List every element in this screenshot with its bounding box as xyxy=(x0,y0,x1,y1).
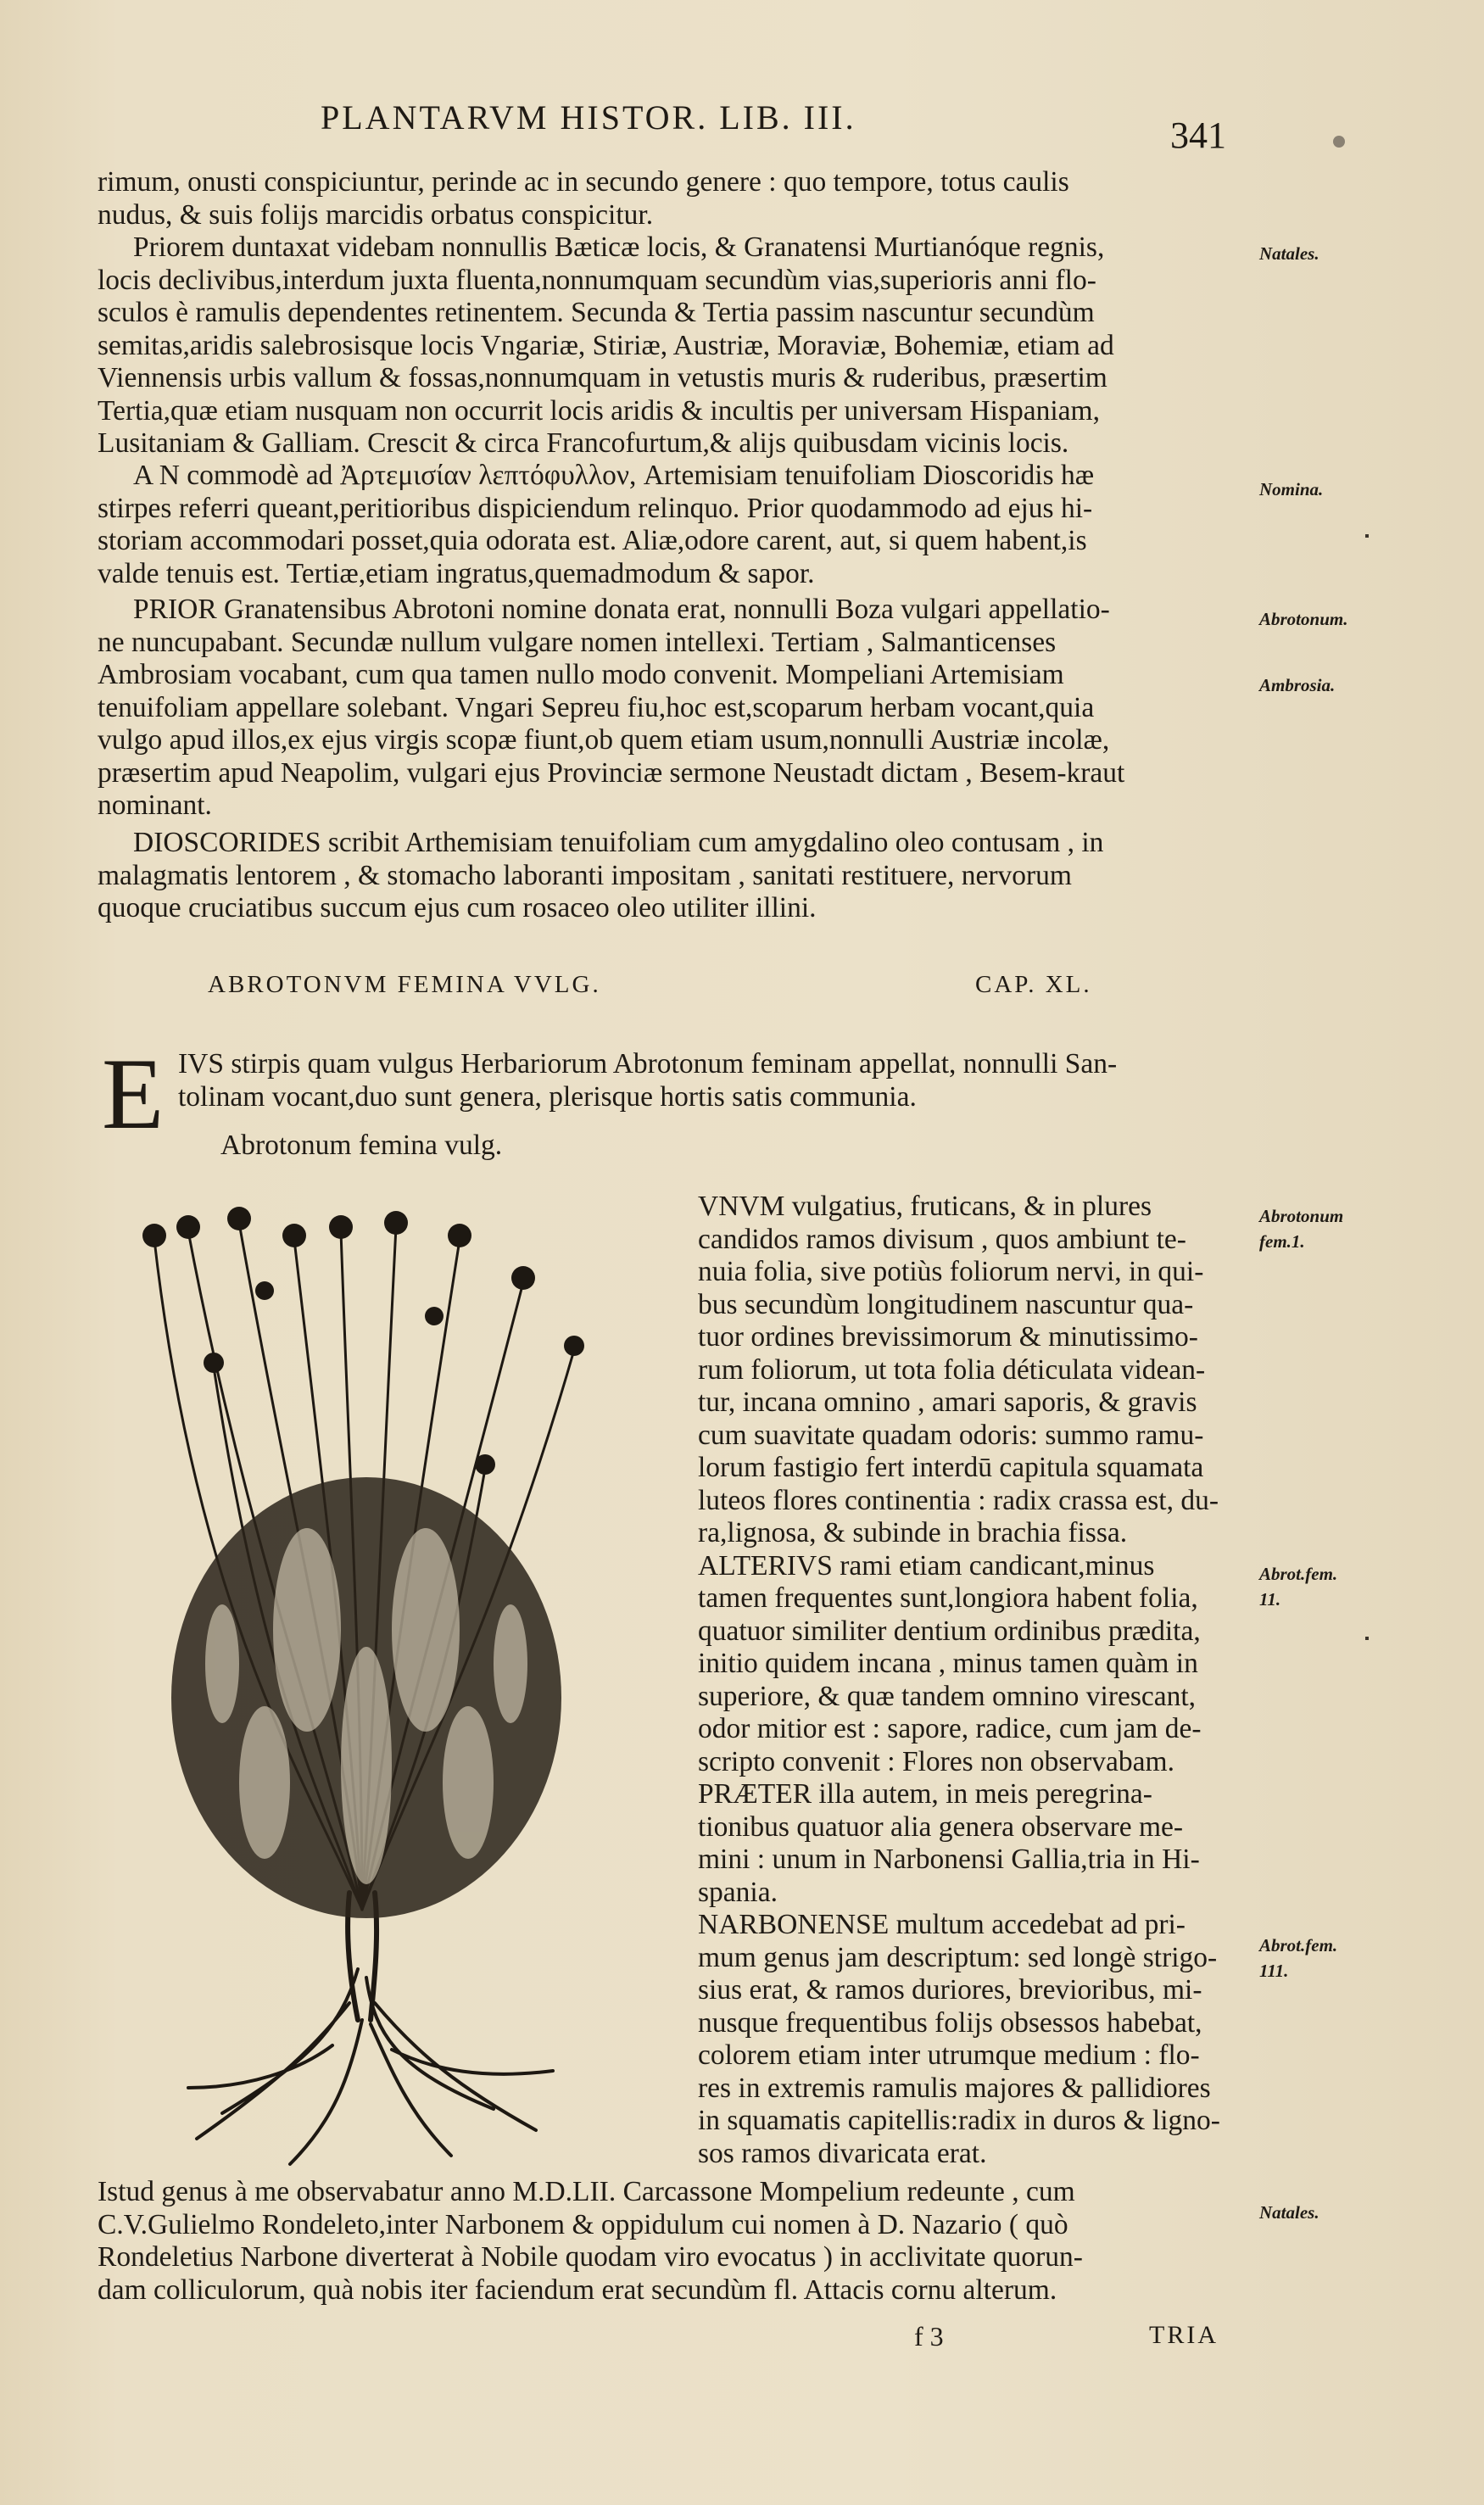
catchword: TRIA xyxy=(1149,2321,1219,2349)
text-line: superiore, & quæ tandem omnino virescant, xyxy=(698,1680,1197,1712)
text-line: ne nuncupabant. Secundæ nullum vulgare nomen intellexi. Tertiam , Salmanticenses xyxy=(98,626,1057,658)
text-line: spania. xyxy=(698,1876,778,1908)
text-line: Istud genus à me observabatur anno M.D.LII. Carcassone Mompelium redeunte , cum xyxy=(98,2176,1075,2207)
paragraph-habitat xyxy=(98,232,1114,460)
text-line: Rondeletius Narbone diverterat à Nobile quodam viro evocatus ) in acclivitate quorun- xyxy=(98,2241,1083,2273)
ink-speck xyxy=(1365,534,1369,538)
margin-note: 111. xyxy=(1259,1961,1289,1981)
text-line: NARBONENSE multum accedebat ad pri- xyxy=(698,1909,1186,1940)
text-line: quoque cruciatibus succum ejus cum rosaceo oleo utiliter illini. xyxy=(98,892,817,923)
text-line: VNVM vulgatius, fruticans, & in plures xyxy=(698,1191,1152,1222)
text-line: Priorem duntaxat videbam nonnullis Bæticæ locis, & Granatensi Murtianóque regnis, xyxy=(133,232,1105,263)
ink-speck xyxy=(1333,136,1345,148)
text-line: tolinam vocant,duo sunt genera, plerisque hortis satis communia. xyxy=(178,1080,917,1113)
text-line: tuor ordines brevissimorum & minutissimo- xyxy=(698,1321,1198,1353)
text-line: tamen frequentes sunt,longiora habent folia, xyxy=(698,1582,1198,1614)
drop-cap: E xyxy=(102,1037,165,1150)
text-line: luteos flores continentia : radix crassa est, du- xyxy=(698,1484,1219,1516)
text-line: nuia folia, sive potiùs foliorum nervi, in qui- xyxy=(698,1256,1204,1287)
text-line: initio quidem incana , minus tamen quàm in xyxy=(698,1648,1198,1679)
chapter-number: CAP. XL. xyxy=(975,971,1092,998)
text-line: storiam accommodari posset,quia odorata est. Aliæ,odore carent, aut, si quem habent,is xyxy=(98,525,1087,556)
text-line: lorum fastigio fert interdū capitula squamata xyxy=(698,1452,1204,1483)
text-line: præsertim apud Neapolim, vulgari ejus Provinciæ sermone Neustadt dictam , Besem-kraut xyxy=(98,756,1125,789)
text-line: nominant. xyxy=(98,789,212,821)
running-head: PLANTARVM HISTOR. LIB. III. xyxy=(321,98,856,137)
plant-woodcut-illustration xyxy=(95,1189,659,2181)
text-line: Viennensis urbis vallum & fossas,nonnumquam in vetustis muris & ruderibus, præsertim xyxy=(98,362,1107,393)
text-line: DIOSCORIDES scribit Arthemisiam tenuifoliam cum amygdalino oleo contusam , in xyxy=(133,827,1104,858)
margin-note: Nomina. xyxy=(1259,479,1324,499)
text-line: IVS stirpis quam vulgus Herbariorum Abrotonum feminam appellat, nonnulli San- xyxy=(178,1048,1118,1080)
margin-note: Abrotonum. xyxy=(1259,609,1348,629)
text-line: tur, incana omnino , amari saporis, & gravis xyxy=(698,1386,1197,1418)
text-line: tionibus quatuor alia genera observare me- xyxy=(698,1810,1184,1843)
text-line: tenuifoliam appellare solebant. Vngari Sepreu fiu,hoc est,scoparum herbam vocant,quia xyxy=(98,691,1095,723)
text-line: nusque frequentibus folijs obsessos habebat, xyxy=(698,2006,1202,2039)
text-line: mini : unum in Narbonensi Gallia,tria in Hi- xyxy=(698,1844,1200,1875)
text-line: PRIOR Granatensibus Abrotoni nomine donata erat, nonnulli Boza vulgari appellatio- xyxy=(133,594,1110,625)
margin-note: Abrotonum xyxy=(1259,1206,1344,1226)
text-line: odor mitior est : sapore, radice, cum jam de- xyxy=(698,1713,1202,1744)
page-number: 341 xyxy=(1170,114,1226,156)
text-line: Tertia,quæ etiam nusquam non occurrit locis aridis & incultis per universam Hispaniam, xyxy=(98,394,1100,427)
text-line: rimum, onusti conspiciuntur, perinde ac in secundo genere : quo tempore, totus caulis xyxy=(98,166,1069,198)
text-line: locis declivibus,interdum juxta fluenta,nonnumquam secundùm vias,superioris anni flo- xyxy=(98,264,1096,296)
text-line: cum suavitate quadam odoris: summo ramu- xyxy=(698,1419,1204,1451)
margin-note: Abrot.fem. xyxy=(1259,1935,1338,1955)
text-line: dam colliculorum, quà nobis iter faciendum erat secundùm fl. Attacis cornu alterum. xyxy=(98,2273,1057,2306)
text-line: C.V.Gulielmo Rondeleto,inter Narbonem & oppidulum cui nomen à D. Nazario ( quò xyxy=(98,2208,1068,2240)
text-line: in squamatis capitellis:radix in duros & ligno- xyxy=(698,2105,1220,2136)
text-line: sos ramos divaricata erat. xyxy=(698,2137,987,2169)
text-line: nudus, & suis folijs marcidis orbatus conspicitur. xyxy=(98,198,654,231)
text-line: mum genus jam descriptum: sed longè strigo- xyxy=(698,1941,1218,1973)
text-line: vulgo apud illos,ex ejus virgis scopæ fiunt,ob quem etiam usum,nonnulli Austriæ incolæ, xyxy=(98,724,1110,756)
ink-speck xyxy=(1365,1637,1369,1640)
margin-note: Ambrosia. xyxy=(1259,675,1336,695)
text-line: valde tenuis est. Tertiæ,etiam ingratus,quemadmodum & sapor. xyxy=(98,557,815,589)
chapter-title: ABROTONVM FEMINA VVLG. xyxy=(208,971,601,998)
margin-note: fem.1. xyxy=(1259,1231,1305,1252)
text-line: colorem etiam inter utrumque medium : flo- xyxy=(698,2039,1200,2071)
figure-caption: Abrotonum femina vulg. xyxy=(220,1130,503,1161)
signature-mark: f 3 xyxy=(914,2321,944,2352)
text-line: PRÆTER illa autem, in meis peregrina- xyxy=(698,1778,1152,1810)
margin-note: 11. xyxy=(1259,1589,1281,1610)
text-line: semitas,aridis salebrosisque locis Vngariæ, Stiriæ, Austriæ, Moraviæ, Bohemiæ, etiam ad xyxy=(98,329,1114,361)
text-line: Lusitaniam & Galliam. Crescit & circa Francofurtum,& alijs quibusdam vicinis locis. xyxy=(98,427,1069,459)
text-line: ra,lignosa, & subinde in brachia fissa. xyxy=(698,1517,1128,1548)
paragraph-dioscorides xyxy=(98,827,1103,925)
chapter-intro xyxy=(178,1048,1117,1113)
text-line: res in extremis ramulis majores & pallidiores xyxy=(698,2072,1211,2104)
text-line: scripto convenit : Flores non observabam. xyxy=(698,1745,1174,1777)
text-line: malagmatis lentorem , & stomacho laboranti impositam , sanitati restituere, nervorum xyxy=(98,859,1072,891)
margin-note: Natales. xyxy=(1259,2202,1319,2223)
paragraph-narbonense-location xyxy=(98,2176,1083,2307)
text-line: A N commodè ad Ἀρτεμισίαν λεπτόφυλλον, Artemisiam tenuifoliam Dioscoridis hæ xyxy=(133,460,1095,491)
species-description xyxy=(698,1191,1258,2170)
text-line: quatuor similiter dentium ordinibus prædita, xyxy=(698,1615,1201,1647)
text-line: ALTERIVS rami etiam candicant,minus xyxy=(698,1549,1155,1582)
paragraph-continuation xyxy=(98,166,1069,232)
margin-note: Natales. xyxy=(1259,243,1319,264)
text-line: stirpes referri queant,peritioribus dispiciendum relinquo. Prior quodammodo ad ejus hi- xyxy=(98,492,1093,524)
text-line: sculos è ramulis dependentes retinentem. Secunda & Tertia passim nascuntur secundùm xyxy=(98,297,1095,328)
text-line: Ambrosiam vocabant, cum qua tamen nullo modo convenit. Mompeliani Artemisiam xyxy=(98,659,1064,690)
margin-note: Abrot.fem. xyxy=(1259,1564,1338,1584)
paragraph-names xyxy=(98,460,1094,590)
text-line: bus secundùm longitudinem nascuntur qua- xyxy=(698,1288,1194,1320)
paragraph-vernacular xyxy=(98,594,1124,823)
text-line: rum foliorum, ut tota folia déticulata videan- xyxy=(698,1353,1206,1386)
text-line: candidos ramos divisum , quos ambiunt te- xyxy=(698,1223,1186,1255)
text-line: sius erat, & ramos duriores, brevioribus, mi- xyxy=(698,1974,1202,2006)
